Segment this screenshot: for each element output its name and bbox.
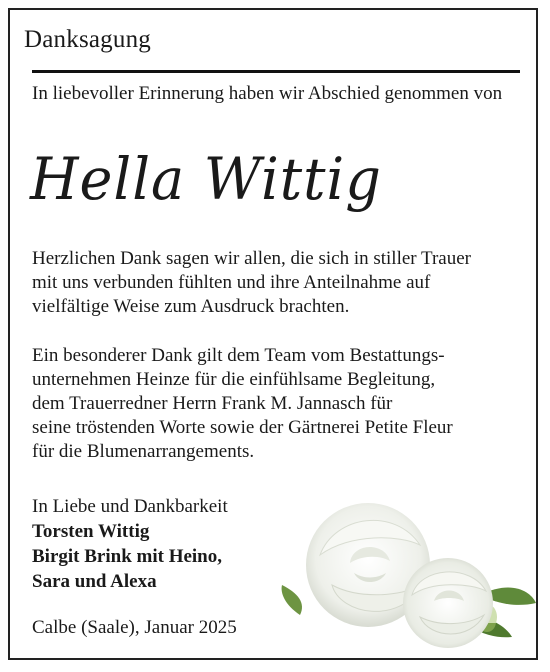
notice-heading: Danksagung — [24, 26, 151, 53]
heading-divider — [32, 70, 520, 73]
white-roses-image — [280, 485, 538, 660]
signatory-3: Sara und Alexa — [32, 571, 157, 592]
closing-line: In Liebe und Dankbarkeit — [32, 496, 228, 517]
signatory-1: Torsten Wittig — [32, 521, 150, 542]
special-thanks-paragraph: Ein besonderer Dank gilt dem Team vom Bestattungs- unternehmen Heinze für die einfühlsame Begleitung, dem Trauerredner Herrn Frank M. Jannasch für seine tröstenden Worte sowie der Gärtnerei Petite Fleur für die Blumenarrangements. — [32, 345, 453, 462]
intro-text: In liebevoller Erinnerung haben wir Abschied genommen von — [32, 83, 503, 104]
thanks-paragraph: Herzlichen Dank sagen wir allen, die sich in stiller Trauer mit uns verbunden fühlten und ihre Anteilnahme auf vielfältige Weise zum Ausdruck brachten. — [32, 248, 471, 317]
signature-block — [32, 494, 228, 594]
deceased-name: Hella Wittig — [30, 145, 382, 213]
signatory-2: Birgit Brink mit Heino, — [32, 546, 222, 567]
place-date: Calbe (Saale), Januar 2025 — [32, 617, 237, 638]
